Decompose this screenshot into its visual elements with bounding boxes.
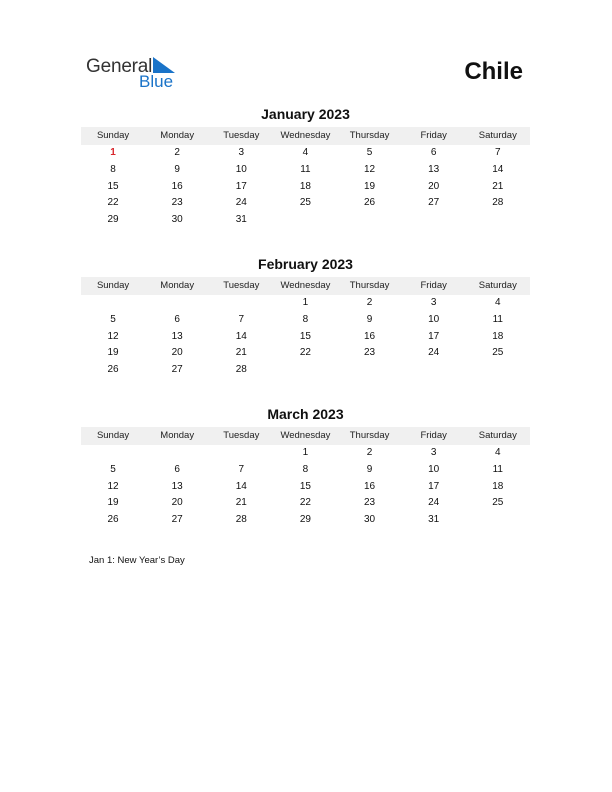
logo-general-text: General bbox=[86, 56, 153, 77]
day-cell: 28 bbox=[492, 197, 504, 209]
day-cell: 17 bbox=[235, 180, 247, 192]
day-cell: 6 bbox=[430, 147, 437, 158]
day-cell: 15 bbox=[299, 330, 311, 342]
holiday-day-cell: 1 bbox=[110, 147, 116, 158]
day-cell: 13 bbox=[428, 163, 440, 175]
day-cell: 19 bbox=[107, 497, 119, 509]
day-cell: 23 bbox=[364, 347, 376, 359]
weekday-header-row bbox=[81, 277, 530, 295]
day-cell: 22 bbox=[107, 197, 119, 209]
day-cell bbox=[338, 212, 402, 229]
day-cell: 2 bbox=[174, 147, 180, 158]
weekday-label: Sunday bbox=[96, 430, 130, 441]
week-row bbox=[81, 212, 530, 229]
day-cell: 6 bbox=[174, 313, 180, 325]
country-title: Chile bbox=[464, 58, 523, 85]
day-cell: 3 bbox=[430, 297, 437, 308]
day-cell: 12 bbox=[107, 330, 119, 342]
day-cell: 29 bbox=[299, 514, 311, 526]
day-cell: 8 bbox=[302, 313, 309, 325]
day-cell: 3 bbox=[430, 447, 437, 458]
day-cell: 23 bbox=[171, 197, 183, 209]
day-cell: 5 bbox=[110, 463, 116, 475]
day-cell: 30 bbox=[364, 514, 376, 526]
day-cell: 15 bbox=[299, 480, 311, 492]
day-cell: 28 bbox=[235, 514, 247, 526]
day-cell: 8 bbox=[110, 163, 116, 175]
month-calendar-february bbox=[81, 255, 530, 379]
day-cell: 1 bbox=[302, 297, 309, 308]
week-row bbox=[81, 162, 530, 179]
day-cell: 24 bbox=[235, 197, 247, 209]
week-row bbox=[81, 295, 530, 312]
day-cell: 2 bbox=[366, 447, 373, 458]
weekday-label: Tuesday bbox=[223, 130, 260, 141]
weekday-label: Saturday bbox=[478, 430, 517, 441]
day-cell: 16 bbox=[364, 330, 376, 342]
week-row bbox=[81, 445, 530, 462]
day-cell: 27 bbox=[171, 514, 183, 526]
day-cell bbox=[209, 445, 273, 462]
day-cell: 27 bbox=[428, 197, 440, 209]
weekday-label: Saturday bbox=[478, 280, 517, 291]
week-row bbox=[81, 145, 530, 162]
day-cell bbox=[145, 445, 209, 462]
day-cell bbox=[209, 295, 273, 312]
day-cell: 12 bbox=[107, 480, 119, 492]
week-row bbox=[81, 479, 530, 496]
day-cell bbox=[466, 512, 530, 529]
day-cell: 29 bbox=[107, 214, 119, 226]
day-cell: 9 bbox=[174, 163, 180, 175]
day-cell: 28 bbox=[235, 364, 247, 376]
weekday-label: Wednesday bbox=[280, 430, 331, 441]
weekday-label: Wednesday bbox=[280, 280, 331, 291]
day-cell bbox=[273, 212, 337, 229]
day-cell: 11 bbox=[492, 313, 503, 325]
week-row bbox=[81, 345, 530, 362]
day-cell: 18 bbox=[492, 480, 504, 492]
day-cell: 25 bbox=[492, 497, 504, 509]
month-title: January 2023 bbox=[261, 106, 350, 122]
day-cell: 16 bbox=[364, 480, 376, 492]
weekday-label: Saturday bbox=[478, 130, 517, 141]
day-cell: 31 bbox=[235, 214, 247, 226]
weekday-label: Friday bbox=[420, 280, 447, 291]
day-cell: 26 bbox=[107, 364, 119, 376]
day-cell: 22 bbox=[299, 347, 311, 359]
day-cell: 13 bbox=[171, 480, 183, 492]
day-cell: 24 bbox=[428, 497, 440, 509]
day-cell: 21 bbox=[235, 347, 247, 359]
day-cell bbox=[338, 362, 402, 379]
weekday-label: Thursday bbox=[349, 280, 390, 291]
day-cell: 3 bbox=[238, 147, 245, 158]
day-cell: 20 bbox=[428, 180, 440, 192]
day-cell: 14 bbox=[235, 330, 247, 342]
month-title: March 2023 bbox=[267, 406, 344, 422]
day-cell: 26 bbox=[364, 197, 376, 209]
day-cell: 16 bbox=[171, 180, 183, 192]
day-cell: 8 bbox=[302, 463, 309, 475]
day-cell bbox=[402, 362, 466, 379]
weekday-header-row bbox=[81, 427, 530, 445]
week-row bbox=[81, 329, 530, 346]
day-cell: 6 bbox=[174, 463, 180, 475]
week-row bbox=[81, 179, 530, 196]
day-cell: 27 bbox=[171, 364, 183, 376]
day-cell: 12 bbox=[364, 163, 376, 175]
month-title: February 2023 bbox=[258, 256, 353, 272]
weekday-label: Thursday bbox=[349, 430, 390, 441]
day-cell: 13 bbox=[171, 330, 183, 342]
day-cell: 19 bbox=[364, 180, 376, 192]
weekday-label: Monday bbox=[160, 130, 195, 141]
day-cell bbox=[466, 212, 530, 229]
day-cell: 10 bbox=[428, 463, 440, 475]
weekday-label: Friday bbox=[420, 430, 447, 441]
week-row bbox=[81, 312, 530, 329]
holiday-notes bbox=[89, 555, 185, 566]
day-cell: 21 bbox=[492, 180, 504, 192]
day-cell: 4 bbox=[495, 297, 501, 308]
day-cell: 31 bbox=[428, 514, 440, 526]
day-cell: 2 bbox=[366, 297, 373, 308]
weekday-label: Monday bbox=[160, 280, 195, 291]
weekday-label: Tuesday bbox=[223, 430, 260, 441]
day-cell: 18 bbox=[492, 330, 504, 342]
day-cell: 4 bbox=[302, 147, 309, 158]
day-cell: 20 bbox=[171, 497, 183, 509]
logo-triangle-icon bbox=[153, 57, 175, 73]
week-row bbox=[81, 195, 530, 212]
generalblue-logo bbox=[86, 56, 196, 92]
weekday-label: Tuesday bbox=[223, 280, 260, 291]
weekday-label: Monday bbox=[160, 430, 195, 441]
weekday-label: Sunday bbox=[96, 130, 130, 141]
day-cell: 25 bbox=[492, 347, 504, 359]
day-cell: 1 bbox=[302, 447, 309, 458]
day-cell: 9 bbox=[366, 313, 373, 325]
day-cell bbox=[402, 212, 466, 229]
day-cell: 15 bbox=[107, 180, 119, 192]
logo-blue-text: Blue bbox=[139, 72, 174, 91]
weekday-label: Sunday bbox=[96, 280, 130, 291]
day-cell: 10 bbox=[235, 163, 247, 175]
day-cell: 7 bbox=[238, 463, 245, 475]
day-cell: 5 bbox=[110, 313, 116, 325]
day-cell: 9 bbox=[366, 463, 373, 475]
day-cell: 11 bbox=[492, 463, 503, 475]
day-cell: 4 bbox=[495, 447, 501, 458]
day-cell: 7 bbox=[495, 147, 501, 158]
day-cell: 11 bbox=[300, 163, 311, 175]
day-cell bbox=[466, 362, 530, 379]
day-cell: 19 bbox=[107, 347, 119, 359]
day-cell: 14 bbox=[235, 480, 247, 492]
day-cell: 25 bbox=[299, 197, 311, 209]
day-cell: 10 bbox=[428, 313, 440, 325]
week-row bbox=[81, 462, 530, 479]
day-cell: 17 bbox=[428, 480, 440, 492]
holiday-note: Jan 1: New Year’s Day bbox=[89, 555, 185, 566]
month-calendar-march bbox=[81, 405, 530, 529]
day-cell: 23 bbox=[364, 497, 376, 509]
weekday-label: Friday bbox=[420, 130, 447, 141]
day-cell bbox=[81, 295, 145, 312]
day-cell: 7 bbox=[238, 313, 245, 325]
day-cell bbox=[273, 362, 337, 379]
day-cell: 20 bbox=[171, 347, 183, 359]
day-cell: 18 bbox=[299, 180, 311, 192]
day-cell: 26 bbox=[107, 514, 119, 526]
day-cell: 24 bbox=[428, 347, 440, 359]
weekday-label: Thursday bbox=[349, 130, 390, 141]
week-row bbox=[81, 495, 530, 512]
day-cell: 5 bbox=[366, 147, 373, 158]
week-row bbox=[81, 512, 530, 529]
month-calendar-january bbox=[81, 105, 530, 229]
day-cell bbox=[145, 295, 209, 312]
day-cell: 30 bbox=[171, 214, 183, 226]
day-cell: 21 bbox=[235, 497, 247, 509]
week-row bbox=[81, 362, 530, 379]
day-cell: 14 bbox=[492, 163, 504, 175]
weekday-header-row bbox=[81, 127, 530, 145]
weekday-label: Wednesday bbox=[280, 130, 331, 141]
day-cell: 17 bbox=[428, 330, 440, 342]
day-cell: 22 bbox=[299, 497, 311, 509]
day-cell bbox=[81, 445, 145, 462]
